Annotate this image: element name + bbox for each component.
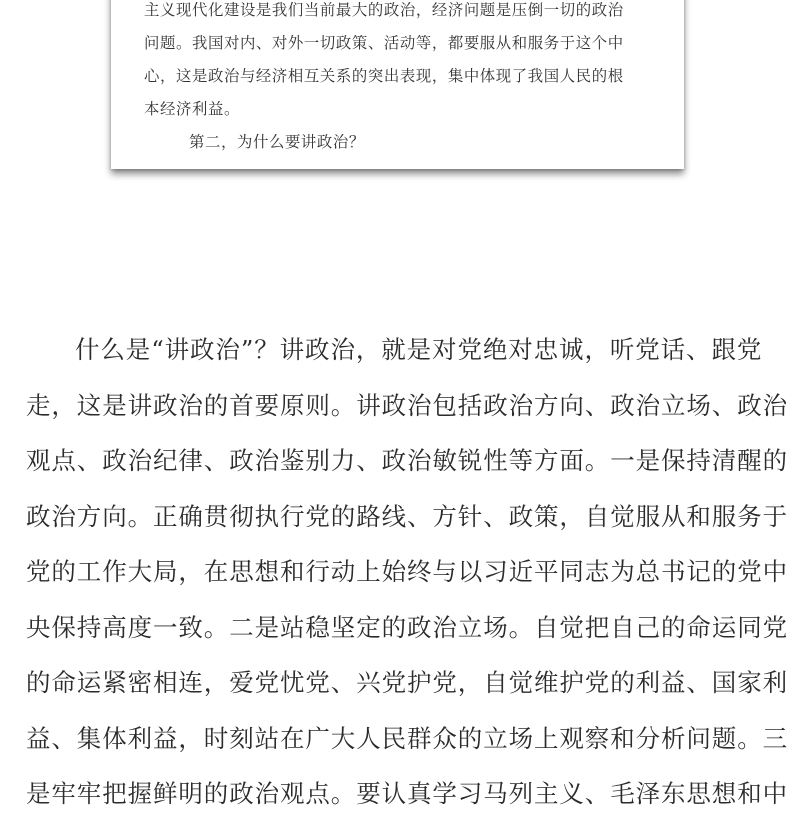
document-preview-card <box>111 0 684 169</box>
preview-text-block <box>144 0 664 159</box>
body-line: 益、集体利益，时刻站在广大人民群众的立场上观察和分析问题。三 <box>26 723 788 753</box>
body-line: 观点、政治纪律、政治鉴别力、政治敏锐性等方面。一是保持清醒的 <box>26 446 788 475</box>
preview-line: 问题。我国对内、对外一切政策、活动等，都要服从和服务于这个中 <box>144 34 624 52</box>
body-line: 的命运紧密相连，爱党忧党、兴党护党，自觉维护党的利益、国家利 <box>26 668 788 697</box>
preview-line: 心，这是政治与经济相互关系的突出表现，集中体现了我国人民的根 <box>144 67 624 85</box>
preview-line: 主义现代化建设是我们当前最大的政治，经济问题是压倒一切的政治 <box>144 1 624 19</box>
body-line: 什么是“讲政治”？讲政治，就是对党绝对忠诚，听党话、跟党 <box>75 335 763 364</box>
body-paragraph <box>26 322 788 822</box>
body-line: 党的工作大局，在思想和行动上始终与以习近平同志为总书记的党中 <box>26 557 788 586</box>
body-line: 央保持高度一致。二是站稳坚定的政治立场。自觉把自己的命运同党 <box>26 612 788 642</box>
body-line: 政治方向。正确贯彻执行党的路线、方针、政策，自觉服从和服务于 <box>26 501 788 531</box>
preview-line: 本经济利益。 <box>144 100 240 118</box>
body-line: 走，这是讲政治的首要原则。讲政治包括政治方向、政治立场、政治 <box>26 390 788 420</box>
body-line: 是牢牢把握鲜明的政治观点。要认真学习马列主义、毛泽东思想和中 <box>26 779 788 808</box>
preview-section-heading: 第二，为什么要讲政治？ <box>189 133 365 151</box>
